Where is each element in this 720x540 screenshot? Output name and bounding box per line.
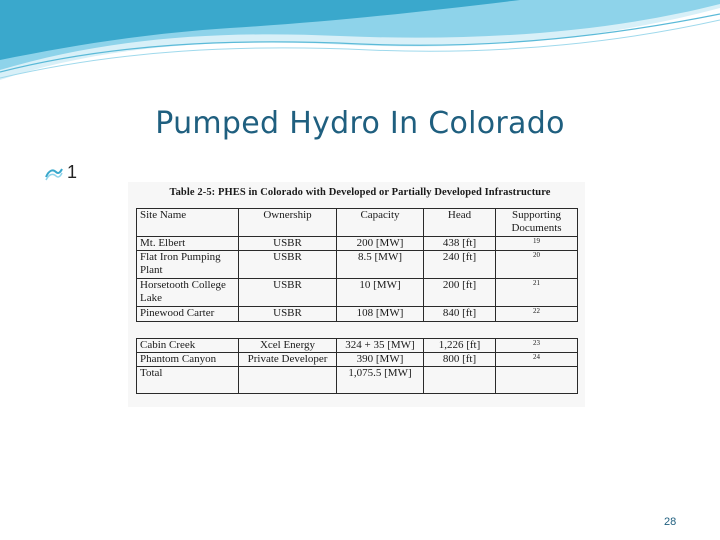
table-row bbox=[137, 339, 578, 353]
cell-head: 200 [ft] bbox=[424, 279, 496, 307]
cell-head: 840 [ft] bbox=[424, 307, 496, 322]
total-capacity: 1,075.5 [MW] bbox=[337, 367, 424, 394]
cell-ref: 24 bbox=[533, 353, 540, 361]
cell-empty bbox=[496, 367, 578, 394]
cell-head: 438 [ft] bbox=[424, 236, 496, 251]
cell-head: 800 [ft] bbox=[424, 353, 496, 367]
cell-ref: 22 bbox=[533, 307, 540, 316]
cell-capacity: 390 [MW] bbox=[337, 353, 424, 367]
cell-site: Horsetooth College Lake bbox=[137, 279, 239, 307]
cell-site: Mt. Elbert bbox=[137, 236, 239, 251]
header-wave-decoration bbox=[0, 0, 720, 90]
cell-ref: 19 bbox=[533, 236, 540, 245]
page-number: 28 bbox=[664, 516, 677, 528]
cell-head: 240 [ft] bbox=[424, 251, 496, 279]
header-docs: Supporting Documents bbox=[496, 209, 578, 237]
bullet-text: 1 bbox=[67, 162, 78, 182]
cell-site: Flat Iron Pumping Plant bbox=[137, 251, 239, 279]
cell-capacity: 10 [MW] bbox=[337, 279, 424, 307]
bullet-item bbox=[44, 162, 77, 183]
cell-ownership: Private Developer bbox=[239, 353, 337, 367]
cell-ownership: USBR bbox=[239, 307, 337, 322]
cell-head: 1,226 [ft] bbox=[424, 339, 496, 353]
phes-table-bottom bbox=[136, 338, 578, 394]
cell-ref: 23 bbox=[533, 339, 540, 347]
cell-ownership: USBR bbox=[239, 279, 337, 307]
cell-ownership: USBR bbox=[239, 236, 337, 251]
header-head: Head bbox=[424, 209, 496, 237]
header-site: Site Name bbox=[137, 209, 239, 237]
table-row bbox=[137, 236, 578, 251]
header-capacity: Capacity bbox=[337, 209, 424, 237]
table-total-row bbox=[137, 367, 578, 394]
table-row bbox=[137, 307, 578, 322]
cell-capacity: 8.5 [MW] bbox=[337, 251, 424, 279]
cell-ref: 20 bbox=[533, 251, 540, 260]
cell-site: Pinewood Carter bbox=[137, 307, 239, 322]
cell-site: Phantom Canyon bbox=[137, 353, 239, 367]
cell-capacity: 108 [MW] bbox=[337, 307, 424, 322]
scanned-table-image bbox=[128, 182, 585, 407]
table-row bbox=[137, 251, 578, 279]
slide-title: Pumped Hydro In Colorado bbox=[155, 106, 565, 141]
cell-site: Cabin Creek bbox=[137, 339, 239, 353]
cell-ownership: Xcel Energy bbox=[239, 339, 337, 353]
cell-capacity: 200 [MW] bbox=[337, 236, 424, 251]
cell-capacity: 324 + 35 [MW] bbox=[337, 339, 424, 353]
phes-table-top bbox=[136, 208, 578, 322]
header-ownership: Ownership bbox=[239, 209, 337, 237]
cell-ownership: USBR bbox=[239, 251, 337, 279]
table-header-row bbox=[137, 209, 578, 237]
table-row bbox=[137, 279, 578, 307]
table-row bbox=[137, 353, 578, 367]
total-label: Total bbox=[137, 367, 239, 394]
cell-ref: 21 bbox=[533, 279, 540, 288]
table-caption: Table 2-5: PHES in Colorado with Developed or Partially Developed Infrastructure bbox=[169, 187, 551, 198]
cell-empty bbox=[239, 367, 337, 394]
wave-bullet-icon bbox=[44, 164, 64, 182]
cell-empty bbox=[424, 367, 496, 394]
